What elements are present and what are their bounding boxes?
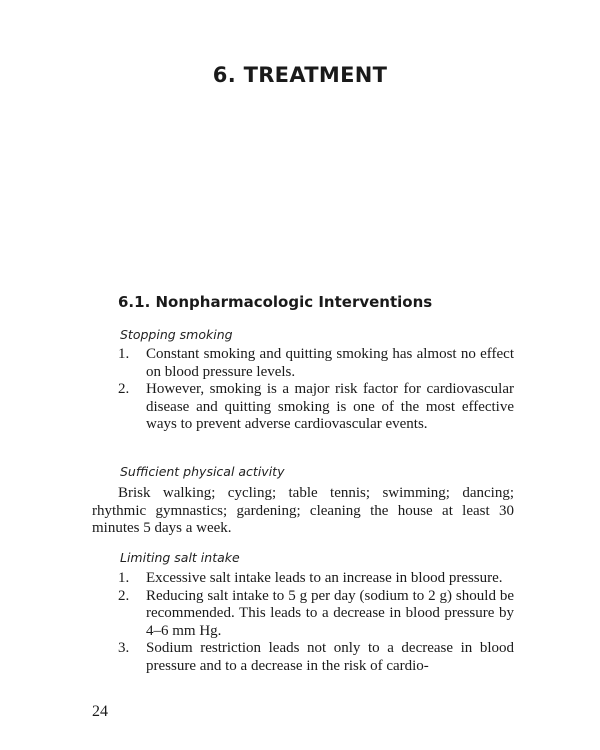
list-item xyxy=(118,588,514,641)
smoking-list xyxy=(118,346,514,434)
subheading-stopping-smoking: Stopping smoking xyxy=(120,327,233,342)
section-title: 6.1. Nonpharmacologic Interventions xyxy=(118,293,433,311)
list-item xyxy=(118,381,514,434)
list-number: 2. xyxy=(118,587,130,604)
list-item xyxy=(118,570,514,588)
list-text: Excessive salt intake leads to an increase in blood pressure. xyxy=(146,570,503,586)
page-number: 24 xyxy=(92,703,108,720)
list-number: 2. xyxy=(118,381,130,398)
list-text: Constant smoking and quitting smoking has almost no effect on blood pressure levels. xyxy=(146,346,514,380)
physical-activity-paragraph: Brisk walking; cycling; table tennis; swimming; dancing; rhythmic gymnastics; gardening; cleaning the house at least 30 minutes 5 days a week. xyxy=(92,485,514,537)
list-text: Reducing salt intake to 5 g per day (sodium to 2 g) should be recommended. This leads to a decrease in blood pressure by 4–6 mm Hg. xyxy=(146,587,514,639)
list-text: However, smoking is a major risk factor for cardiovascular disease and quitting smoking is one of the most effective ways to prevent adverse cardiovascular events. xyxy=(146,381,514,433)
list-number: 1. xyxy=(118,570,130,586)
list-item xyxy=(118,640,514,675)
list-number: 3. xyxy=(118,640,130,657)
list-number: 1. xyxy=(118,346,130,362)
subheading-salt-intake: Limiting salt intake xyxy=(120,550,240,565)
chapter-title: 6. TREATMENT xyxy=(212,63,388,87)
list-item xyxy=(118,346,514,381)
salt-list xyxy=(118,570,514,676)
subheading-physical-activity: Sufficient physical activity xyxy=(120,464,285,479)
list-text: Sodium restriction leads not only to a decrease in blood pressure and to a decrease in the risk of cardio- xyxy=(146,640,514,674)
